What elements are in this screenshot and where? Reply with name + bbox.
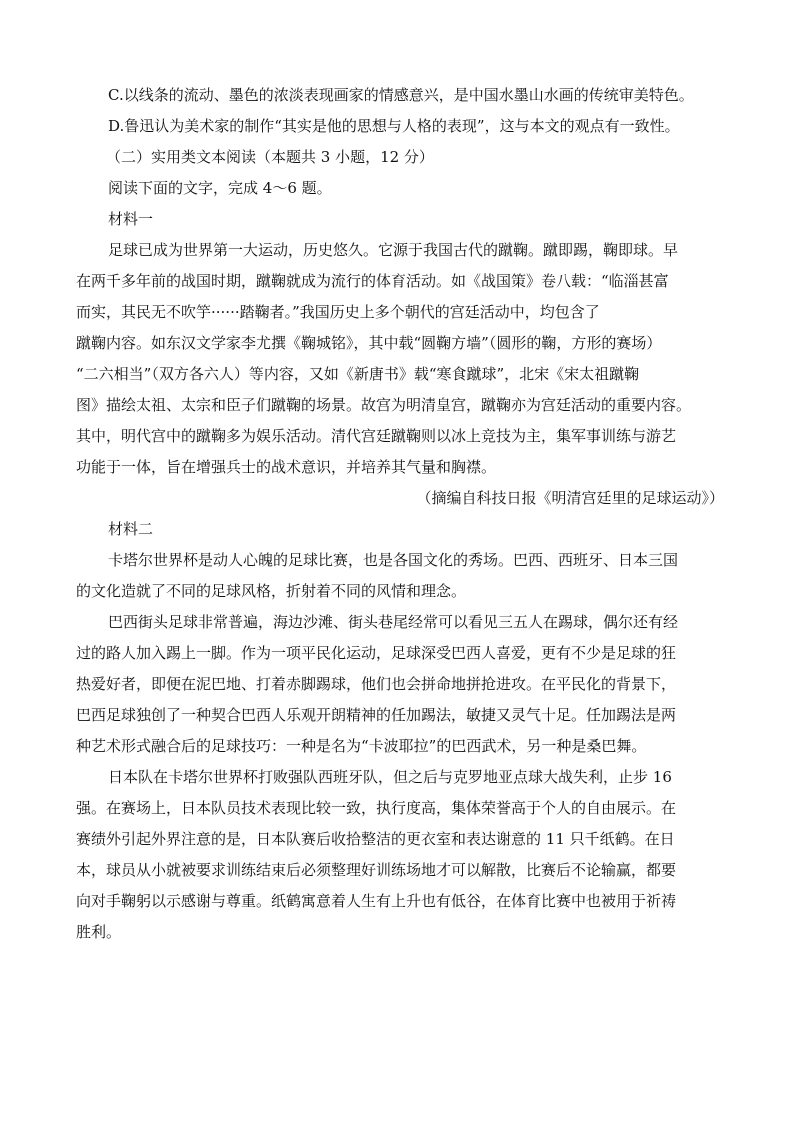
material-two-label: 材料二 xyxy=(108,520,154,538)
paragraph-line: 的文化造就了不同的足球风格，折射着不同的风情和理念。 xyxy=(76,582,467,600)
instruction: 阅读下面的文字，完成 4～6 题。 xyxy=(108,179,332,197)
paragraph-line: 赛绩外引起外界注意的是，日本队赛后收拾整洁的更衣室和表达谢意的 11 只千纸鹤。在日 xyxy=(76,830,675,848)
paragraph-line: 蹴鞠内容。如东汉文学家李尤撰《鞠城铭》，其中载“圆鞠方墙”（圆形的鞠，方形的赛场） xyxy=(76,334,662,352)
paragraph-line: 其中，明代宫中的蹴鞠多为娱乐活动。清代宫廷蹴鞠则以冰上竞技为主，集军事训练与游艺 xyxy=(76,427,677,445)
paragraph-line: 种艺术形式融合后的足球技巧：一种是名为“卡波耶拉”的巴西武术，另一种是桑巴舞。 xyxy=(76,737,647,755)
paragraph-line: 热爱好者，即便在泥巴地、打着赤脚踢球，他们也会拼命地拼抢进攻。在平民化的背景下， xyxy=(76,675,677,693)
section-heading: （二）实用类文本阅读（本题共 3 小题，12 分） xyxy=(106,148,434,166)
paragraph-line: 卡塔尔世界杯是动人心魄的足球比赛，也是各国文化的秀场。巴西、西班牙、日本三国 xyxy=(108,551,679,569)
paragraph-line: 胜利。 xyxy=(76,923,122,941)
document-page xyxy=(76,80,724,948)
paragraph-line: 巴西足球独创了一种契合巴西人乐观开朗精神的任加踢法，敏捷又灵气十足。任加踢法是两 xyxy=(76,706,677,724)
paragraph-line: 足球已成为世界第一大运动，历史悠久。它源于我国古代的蹴鞠。蹴即踢，鞠即球。早 xyxy=(108,241,679,259)
paragraph-line: 日本队在卡塔尔世界杯打败强队西班牙队，但之后与克罗地亚点球大战失利，止步 16 xyxy=(108,768,672,786)
paragraph-line: 强。在赛场上，日本队员技术表现比较一致，执行度高，集体荣誉高于个人的自由展示。在 xyxy=(76,799,677,817)
option-c: C.以线条的流动、墨色的浓淡表现画家的情感意兴，是中国水墨山水画的传统审美特色。 xyxy=(108,86,694,104)
paragraph-line: 向对手鞠躬以示感谢与尊重。纸鹤寓意着人生有上升也有低谷，在体育比赛中也被用于祈祷 xyxy=(76,892,677,910)
source-citation: （摘编自科技日报《明清宫廷里的足球运动》） xyxy=(416,489,724,507)
paragraph-line: 而实，其民无不吹竽······踏鞠者。”我国历史上多个朝代的宫廷活动中，均包含了 xyxy=(76,303,600,321)
paragraph-line: 本，球员从小就被要求训练结束后必须整理好训练场地才可以解散，比赛后不论输赢，都要 xyxy=(76,861,677,879)
paragraph-line: 在两千多年前的战国时期，蹴鞠就成为流行的体育活动。如《战国策》卷八载：“临淄甚富 xyxy=(76,272,669,290)
paragraph-line: “二六相当”（双方各六人）等内容，又如《新唐书》载“寒食蹴球”，北宋《宋太祖蹴鞠 xyxy=(76,365,640,383)
paragraph-line: 图》描绘太祖、太宗和臣子们蹴鞠的场景。故宫为明清皇宫，蹴鞠亦为宫廷活动的重要内容。 xyxy=(76,396,692,414)
paragraph-line: 过的路人加入踢上一脚。作为一项平民化运动，足球深受巴西人喜爱，更有不少是足球的狂 xyxy=(76,644,677,662)
paragraph-line: 巴西街头足球非常普遍，海边沙滩、街头巷尾经常可以看见三五人在踢球，偶尔还有经 xyxy=(108,613,679,631)
option-d: D.鲁迅认为美术家的制作“其实是他的思想与人格的表现”，这与本文的观点有一致性。 xyxy=(108,117,680,135)
paragraph-line: 功能于一体，旨在增强兵士的战术意识，并培养其气量和胸襟。 xyxy=(76,458,497,476)
material-one-label: 材料一 xyxy=(108,210,154,228)
